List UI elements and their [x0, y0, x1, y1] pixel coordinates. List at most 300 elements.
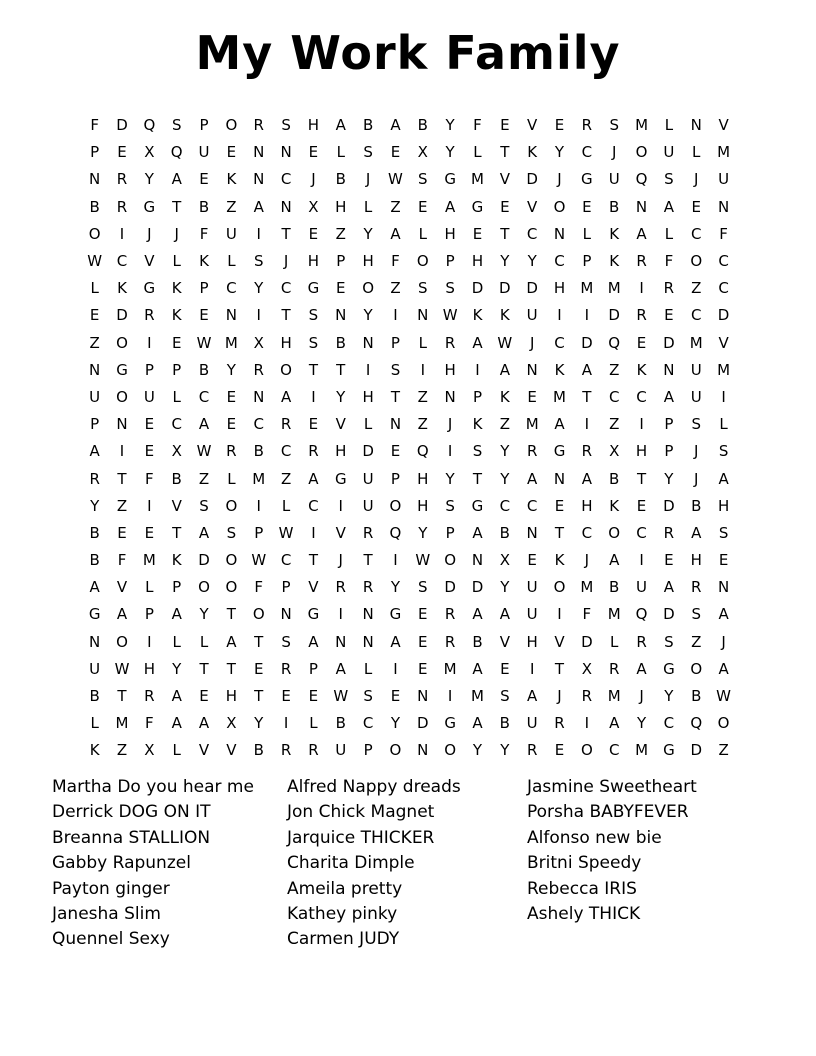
grid-letter: S [718, 442, 729, 461]
grid-letter: I [447, 442, 453, 461]
grid-letter: S [472, 442, 483, 461]
grid-letter: Z [609, 415, 620, 434]
grid-letter: Z [417, 415, 428, 434]
grid-letter: O [116, 333, 128, 352]
grid-letter: S [363, 687, 373, 706]
grid-letter: T [117, 687, 127, 706]
grid-letter: Y [445, 143, 455, 162]
grid-letter: O [252, 605, 265, 624]
grid-letter: S [664, 632, 674, 651]
grid-letter: O [116, 632, 128, 651]
grid-letter: S [445, 279, 455, 298]
grid-letter: N [362, 605, 374, 624]
grid-letter: H [417, 496, 429, 515]
grid-letter: S [418, 170, 428, 189]
grid-letter: I [584, 415, 590, 434]
word-list-item: Breanna STALLION [52, 827, 211, 848]
grid-letter: U [362, 496, 374, 515]
grid-letter: B [253, 442, 264, 461]
grid-letter: C [253, 415, 264, 434]
grid-letter: I [338, 496, 343, 515]
grid-letter: Y [636, 714, 647, 733]
grid-letter: I [557, 306, 562, 325]
grid-letter: N [280, 197, 292, 216]
grid-letter: A [472, 523, 483, 542]
grid-letter: N [526, 523, 538, 542]
grid-letter: B [417, 116, 428, 135]
grid-letter: C [198, 387, 210, 406]
grid-letter: W [278, 523, 294, 542]
grid-letter: E [500, 197, 510, 216]
grid-letter: M [717, 360, 731, 379]
grid-letter: R [581, 687, 593, 706]
grid-letter: C [280, 279, 292, 298]
grid-letter: V [308, 578, 319, 597]
word-list-column [287, 775, 461, 953]
grid-letter: H [225, 687, 238, 706]
grid-letter: F [145, 714, 154, 733]
grid-letter: T [308, 360, 318, 379]
grid-letter: D [471, 279, 484, 298]
grid-letter: B [198, 360, 210, 379]
grid-letter: I [721, 387, 726, 406]
grid-letter: K [89, 741, 100, 760]
grid-letter: Y [500, 252, 510, 271]
grid-letter: P [664, 415, 674, 434]
grid-letter: E [390, 687, 401, 706]
grid-letter: P [445, 252, 455, 271]
grid-letter: O [580, 741, 593, 760]
grid-letter: H [307, 116, 320, 135]
grid-letter: E [636, 496, 647, 515]
grid-letter: V [335, 415, 346, 434]
grid-letter: A [198, 714, 210, 733]
grid-letter: Y [390, 578, 401, 597]
grid-letter: O [608, 523, 621, 542]
grid-letter: A [198, 415, 210, 434]
grid-letter: N [417, 741, 429, 760]
grid-letter: N [335, 632, 347, 651]
grid-letter: C [171, 415, 182, 434]
grid-letter: U [690, 387, 702, 406]
grid-letter: O [389, 741, 402, 760]
grid-letter: Q [635, 605, 648, 624]
grid-letter: V [499, 632, 510, 651]
grid-letter: S [308, 306, 319, 325]
grid-letter: Y [90, 496, 100, 515]
grid-letter: H [690, 551, 702, 570]
grid-letter: K [609, 252, 620, 271]
grid-letter: T [500, 143, 510, 162]
grid-letter: K [472, 415, 483, 434]
grid-letter: A [280, 387, 292, 406]
grid-letter: T [117, 469, 127, 488]
grid-letter: E [199, 306, 209, 325]
grid-letter: A [663, 197, 675, 216]
grid-letter: L [363, 197, 373, 216]
grid-letter: R [526, 741, 538, 760]
grid-letter: K [609, 496, 620, 515]
grid-letter: C [554, 333, 565, 352]
grid-letter: O [198, 578, 210, 597]
grid-letter: R [554, 714, 565, 733]
grid-letter: P [199, 116, 209, 135]
grid-letter: B [691, 496, 702, 515]
grid-letter: I [447, 687, 453, 706]
grid-letter: G [581, 170, 593, 189]
grid-letter: Q [170, 143, 183, 162]
grid-letter: X [144, 143, 155, 162]
grid-letter: B [335, 714, 346, 733]
grid-letter: O [553, 578, 566, 597]
grid-letter: E [89, 306, 100, 325]
grid-letter: G [88, 605, 101, 624]
grid-letter: Y [445, 116, 455, 135]
grid-letter: V [144, 252, 155, 271]
grid-letter: U [690, 360, 702, 379]
grid-letter: L [199, 632, 209, 651]
grid-letter: F [145, 469, 154, 488]
grid-letter: R [226, 442, 237, 461]
grid-letter: T [254, 632, 264, 651]
word-list-item: Jasmine Sweetheart [527, 777, 697, 797]
grid-letter: L [227, 469, 236, 488]
grid-letter: E [418, 632, 428, 651]
grid-letter: Z [226, 197, 237, 216]
grid-letter: Y [472, 741, 483, 760]
grid-letter: D [663, 333, 675, 352]
grid-letter: S [308, 333, 319, 352]
grid-letter: M [115, 714, 129, 733]
grid-letter: S [418, 578, 428, 597]
grid-letter: T [254, 687, 264, 706]
grid-letter: T [500, 224, 510, 243]
grid-letter: A [116, 605, 128, 624]
grid-letter: S [718, 523, 729, 542]
grid-letter: L [145, 578, 154, 597]
grid-letter: D [690, 741, 703, 760]
grid-letter: E [199, 687, 209, 706]
grid-letter: D [608, 306, 620, 325]
grid-letter: N [362, 333, 374, 352]
grid-letter: N [89, 360, 101, 379]
grid-letter: C [280, 551, 292, 570]
grid-letter: U [526, 605, 538, 624]
grid-letter: M [471, 170, 484, 189]
grid-letter: U [89, 659, 101, 678]
grid-letter: T [336, 360, 346, 379]
grid-letter: U [526, 578, 538, 597]
grid-letter: L [363, 415, 373, 434]
grid-letter: D [417, 714, 429, 733]
word-list-item: Rebecca IRIS [527, 878, 637, 899]
grid-letter: V [718, 116, 729, 135]
grid-letter: H [335, 197, 347, 216]
grid-letter: D [526, 170, 538, 189]
grid-letter: C [362, 714, 374, 733]
grid-letter: L [227, 252, 236, 271]
grid-letter: E [226, 143, 237, 162]
grid-letter: L [172, 387, 181, 406]
grid-letter: V [718, 333, 729, 352]
grid-letter: T [582, 387, 592, 406]
grid-letter: I [256, 496, 261, 515]
grid-letter: A [390, 224, 401, 243]
grid-letter: G [663, 659, 675, 678]
grid-letter: D [198, 551, 210, 570]
word-list-item: Alfred Nappy dreads [287, 777, 461, 797]
word-list-item: Britni Speedy [527, 853, 642, 874]
grid-letter: B [89, 197, 100, 216]
grid-letter: B [198, 197, 210, 216]
grid-letter: A [89, 442, 100, 461]
word-list-column [52, 775, 254, 953]
grid-letter: A [335, 659, 346, 678]
grid-letter: I [557, 605, 562, 624]
grid-letter: L [582, 224, 592, 243]
word-list-item: Derrick DOG ON IT [52, 802, 211, 823]
grid-letter: O [635, 143, 648, 162]
grid-letter: R [335, 578, 346, 597]
grid-letter: M [607, 687, 621, 706]
word-list-item: Jon Chick Magnet [287, 802, 435, 823]
grid-letter: H [307, 252, 320, 271]
grid-letter: N [280, 605, 292, 624]
grid-letter: G [663, 741, 675, 760]
grid-letter: E [554, 741, 565, 760]
grid-letter: Y [527, 252, 537, 271]
grid-letter: S [363, 143, 373, 162]
grid-letter: F [473, 116, 482, 135]
grid-letter: S [609, 116, 619, 135]
grid-letter: Y [445, 469, 455, 488]
grid-letter: V [527, 197, 538, 216]
grid-letter: W [388, 170, 403, 189]
grid-letter: G [334, 469, 347, 488]
grid-letter: J [721, 632, 726, 651]
grid-letter: A [636, 659, 647, 678]
grid-letter: T [390, 387, 401, 406]
grid-letter: O [225, 578, 238, 597]
grid-letter: R [308, 741, 319, 760]
grid-letter: J [311, 170, 316, 189]
grid-letter: I [393, 551, 398, 570]
grid-letter: M [635, 116, 649, 135]
grid-letter: U [718, 170, 730, 189]
word-list-item: Gabby Rapunzel [52, 853, 191, 874]
grid-letter: E [527, 551, 537, 570]
grid-letter: C [608, 741, 620, 760]
grid-letter: B [335, 333, 346, 352]
grid-letter: C [718, 279, 729, 298]
grid-letter: Y [500, 469, 510, 488]
grid-letter: V [554, 632, 565, 651]
grid-letter: A [581, 360, 592, 379]
grid-letter: Q [608, 333, 621, 352]
grid-letter: C [280, 170, 292, 189]
grid-letter: R [581, 442, 593, 461]
grid-letter: W [251, 551, 267, 570]
grid-letter: B [171, 469, 182, 488]
grid-letter: A [718, 659, 729, 678]
grid-letter: P [144, 360, 154, 379]
grid-letter: Z [335, 224, 346, 243]
grid-letter: J [694, 170, 699, 189]
grid-letter: M [580, 578, 594, 597]
grid-letter: O [225, 551, 238, 570]
grid-letter: D [581, 632, 593, 651]
grid-letter: Z [198, 469, 210, 488]
grid-letter: S [418, 279, 428, 298]
grid-letter: N [335, 306, 347, 325]
grid-letter: X [417, 143, 428, 162]
grid-letter: S [171, 116, 182, 135]
grid-letter: P [664, 442, 674, 461]
grid-letter: E [554, 116, 565, 135]
grid-letter: Y [254, 279, 264, 298]
grid-letter: T [363, 551, 373, 570]
grid-letter: P [172, 360, 182, 379]
grid-letter: H [581, 496, 593, 515]
grid-letter: P [281, 578, 291, 597]
grid-letter: U [225, 224, 237, 243]
word-list-item: Kathey pinky [287, 904, 398, 925]
grid-letter: L [610, 632, 619, 651]
grid-letter: P [199, 279, 209, 298]
grid-letter: C [718, 252, 729, 271]
grid-letter: D [116, 116, 128, 135]
grid-letter: P [582, 252, 592, 271]
grid-letter: B [499, 523, 510, 542]
grid-letter: L [336, 143, 345, 162]
grid-letter: A [718, 605, 729, 624]
grid-letter: P [254, 523, 264, 542]
grid-letter: A [663, 387, 675, 406]
grid-letter: N [225, 306, 237, 325]
grid-letter: K [527, 143, 538, 162]
grid-letter: B [472, 632, 483, 651]
grid-letter: C [690, 306, 702, 325]
grid-letter: E [253, 659, 264, 678]
grid-letter: Y [500, 442, 510, 461]
grid-letter: J [174, 224, 179, 243]
grid-letter: K [171, 551, 182, 570]
grid-letter: O [416, 252, 429, 271]
grid-letter: E [582, 197, 592, 216]
grid-letter: I [420, 360, 426, 379]
grid-letter: E [418, 605, 428, 624]
grid-letter: X [226, 714, 237, 733]
grid-letter: W [442, 306, 458, 325]
grid-letter: V [527, 116, 538, 135]
grid-letter: E [144, 415, 155, 434]
grid-letter: R [663, 279, 675, 298]
grid-letter: O [717, 714, 730, 733]
grid-letter: Z [417, 387, 428, 406]
grid-letter: E [664, 551, 674, 570]
grid-letter: G [143, 197, 156, 216]
grid-letter: D [499, 279, 511, 298]
grid-letter: B [609, 469, 620, 488]
grid-letter: C [581, 523, 593, 542]
grid-letter: D [116, 306, 128, 325]
grid-letter: G [307, 605, 320, 624]
grid-letter: Z [691, 632, 702, 651]
grid-letter: E [308, 224, 319, 243]
grid-letter: A [335, 116, 346, 135]
grid-letter: Y [172, 659, 182, 678]
grid-letter: L [664, 224, 674, 243]
grid-letter: W [497, 333, 513, 352]
grid-letter: W [415, 551, 431, 570]
grid-letter: A [472, 714, 483, 733]
grid-letter: Z [280, 469, 292, 488]
grid-letter: U [89, 387, 101, 406]
grid-letter: M [607, 605, 621, 624]
grid-letter: T [554, 659, 565, 678]
grid-letter: P [390, 469, 400, 488]
grid-letter: X [171, 442, 182, 461]
grid-letter: P [144, 605, 154, 624]
grid-letter: D [444, 578, 456, 597]
grid-letter: N [280, 143, 292, 162]
grid-letter: E [691, 197, 701, 216]
grid-letter: U [198, 143, 210, 162]
grid-letter: T [636, 469, 647, 488]
grid-letter: L [692, 143, 701, 162]
grid-letter: L [90, 714, 99, 733]
grid-letter: K [554, 551, 565, 570]
grid-letter: A [308, 632, 319, 651]
grid-letter: N [526, 360, 538, 379]
grid-letter: N [663, 360, 675, 379]
grid-letter: X [581, 659, 592, 678]
grid-letter: D [663, 605, 675, 624]
grid-letter: W [87, 252, 103, 271]
grid-letter: B [335, 170, 346, 189]
grid-letter: I [475, 360, 480, 379]
grid-letter: Y [144, 170, 154, 189]
grid-letter: C [308, 496, 319, 515]
grid-letter: O [690, 659, 703, 678]
grid-letter: L [172, 252, 181, 271]
grid-letter: H [471, 252, 484, 271]
grid-letter: T [554, 523, 565, 542]
grid-letter: R [663, 523, 675, 542]
grid-letter: R [144, 306, 155, 325]
grid-letter: C [636, 523, 647, 542]
grid-letter: B [362, 116, 374, 135]
grid-letter: F [199, 224, 209, 243]
grid-letter: E [418, 197, 428, 216]
grid-letter: A [445, 197, 456, 216]
puzzle-title: My Work Family [195, 26, 621, 80]
grid-letter: P [308, 659, 318, 678]
grid-letter: Q [690, 714, 703, 733]
grid-letter: H [526, 632, 538, 651]
grid-letter: P [363, 741, 373, 760]
grid-letter: Z [116, 496, 128, 515]
grid-letter: O [280, 360, 292, 379]
grid-letter: H [444, 360, 456, 379]
grid-letter: R [636, 252, 647, 271]
grid-letter: A [390, 116, 401, 135]
word-list-item: Quennel Sexy [52, 929, 170, 950]
grid-letter: A [663, 578, 675, 597]
grid-letter: S [199, 496, 209, 515]
grid-letter: L [281, 496, 291, 515]
grid-letter: F [90, 116, 99, 135]
